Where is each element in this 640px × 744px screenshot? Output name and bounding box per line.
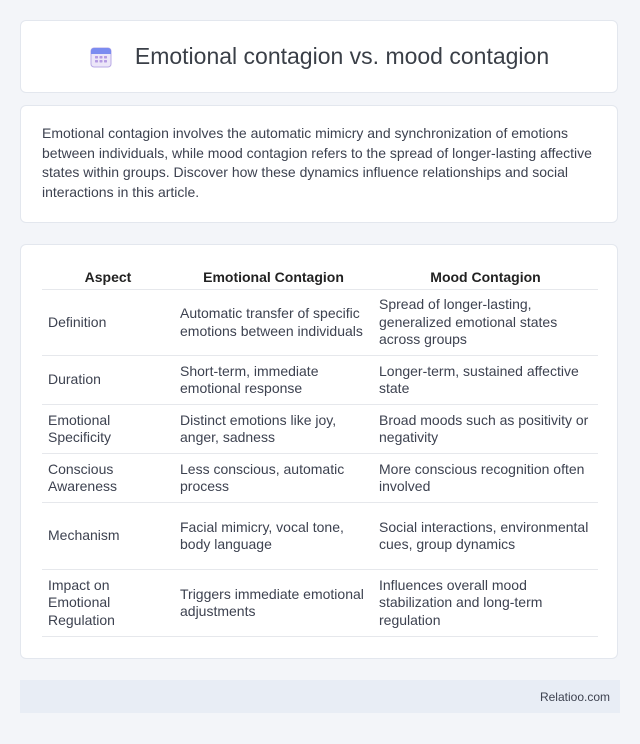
mood-contagion-cell: Influences overall mood stabilization and long-term regulation <box>373 570 598 637</box>
column-header-emotional-contagion: Emotional Contagion <box>174 263 373 290</box>
intro-card <box>20 105 618 223</box>
column-header-mood-contagion: Mood Contagion <box>373 263 598 290</box>
page-title: Emotional contagion vs. mood contagion <box>134 43 550 69</box>
table-row <box>42 454 598 503</box>
table-row <box>42 570 598 637</box>
mood-contagion-cell: Social interactions, environmental cues, group dynamics <box>373 503 598 570</box>
emotional-contagion-cell: Distinct emotions like joy, anger, sadness <box>174 405 373 454</box>
mood-contagion-cell: More conscious recognition often involved <box>373 454 598 503</box>
table-row <box>42 405 598 454</box>
table-row <box>42 356 598 405</box>
title-wrap <box>89 43 549 70</box>
table-row <box>42 503 598 570</box>
aspect-cell: Emotional Specificity <box>42 405 174 454</box>
comparison-card <box>20 244 618 659</box>
table-header-row <box>42 263 598 290</box>
emotional-contagion-cell: Automatic transfer of specific emotions between individuals <box>174 290 373 356</box>
emotional-contagion-cell: Triggers immediate emotional adjustments <box>174 570 373 637</box>
intro-paragraph: Emotional contagion involves the automatic mimicry and synchronization of emotions between individuals, while mood contagion refers to the spread of longer-lasting affective states within groups. Discover how these dynamics influence relationships and social interactions in this article. <box>42 125 592 200</box>
comparison-table <box>42 263 598 637</box>
mood-contagion-cell: Spread of longer-lasting, generalized emotional states across groups <box>373 290 598 356</box>
emotional-contagion-cell: Short-term, immediate emotional response <box>174 356 373 405</box>
aspect-cell: Duration <box>42 356 174 405</box>
aspect-cell: Definition <box>42 290 174 356</box>
title-card <box>20 20 618 93</box>
mood-contagion-cell: Longer-term, sustained affective state <box>373 356 598 405</box>
footer-bar <box>20 680 620 713</box>
aspect-cell: Impact on Emotional Regulation <box>42 570 174 637</box>
aspect-cell: Mechanism <box>42 503 174 570</box>
emotional-contagion-cell: Less conscious, automatic process <box>174 454 373 503</box>
emotional-contagion-cell: Facial mimicry, vocal tone, body language <box>174 503 373 570</box>
footer-site-name: Relatioo.com <box>539 689 610 704</box>
column-header-aspect: Aspect <box>42 263 174 290</box>
mood-contagion-cell: Broad moods such as positivity or negativity <box>373 405 598 454</box>
table-row <box>42 290 598 356</box>
aspect-cell: Conscious Awareness <box>42 454 174 503</box>
calendar-icon <box>89 45 113 69</box>
